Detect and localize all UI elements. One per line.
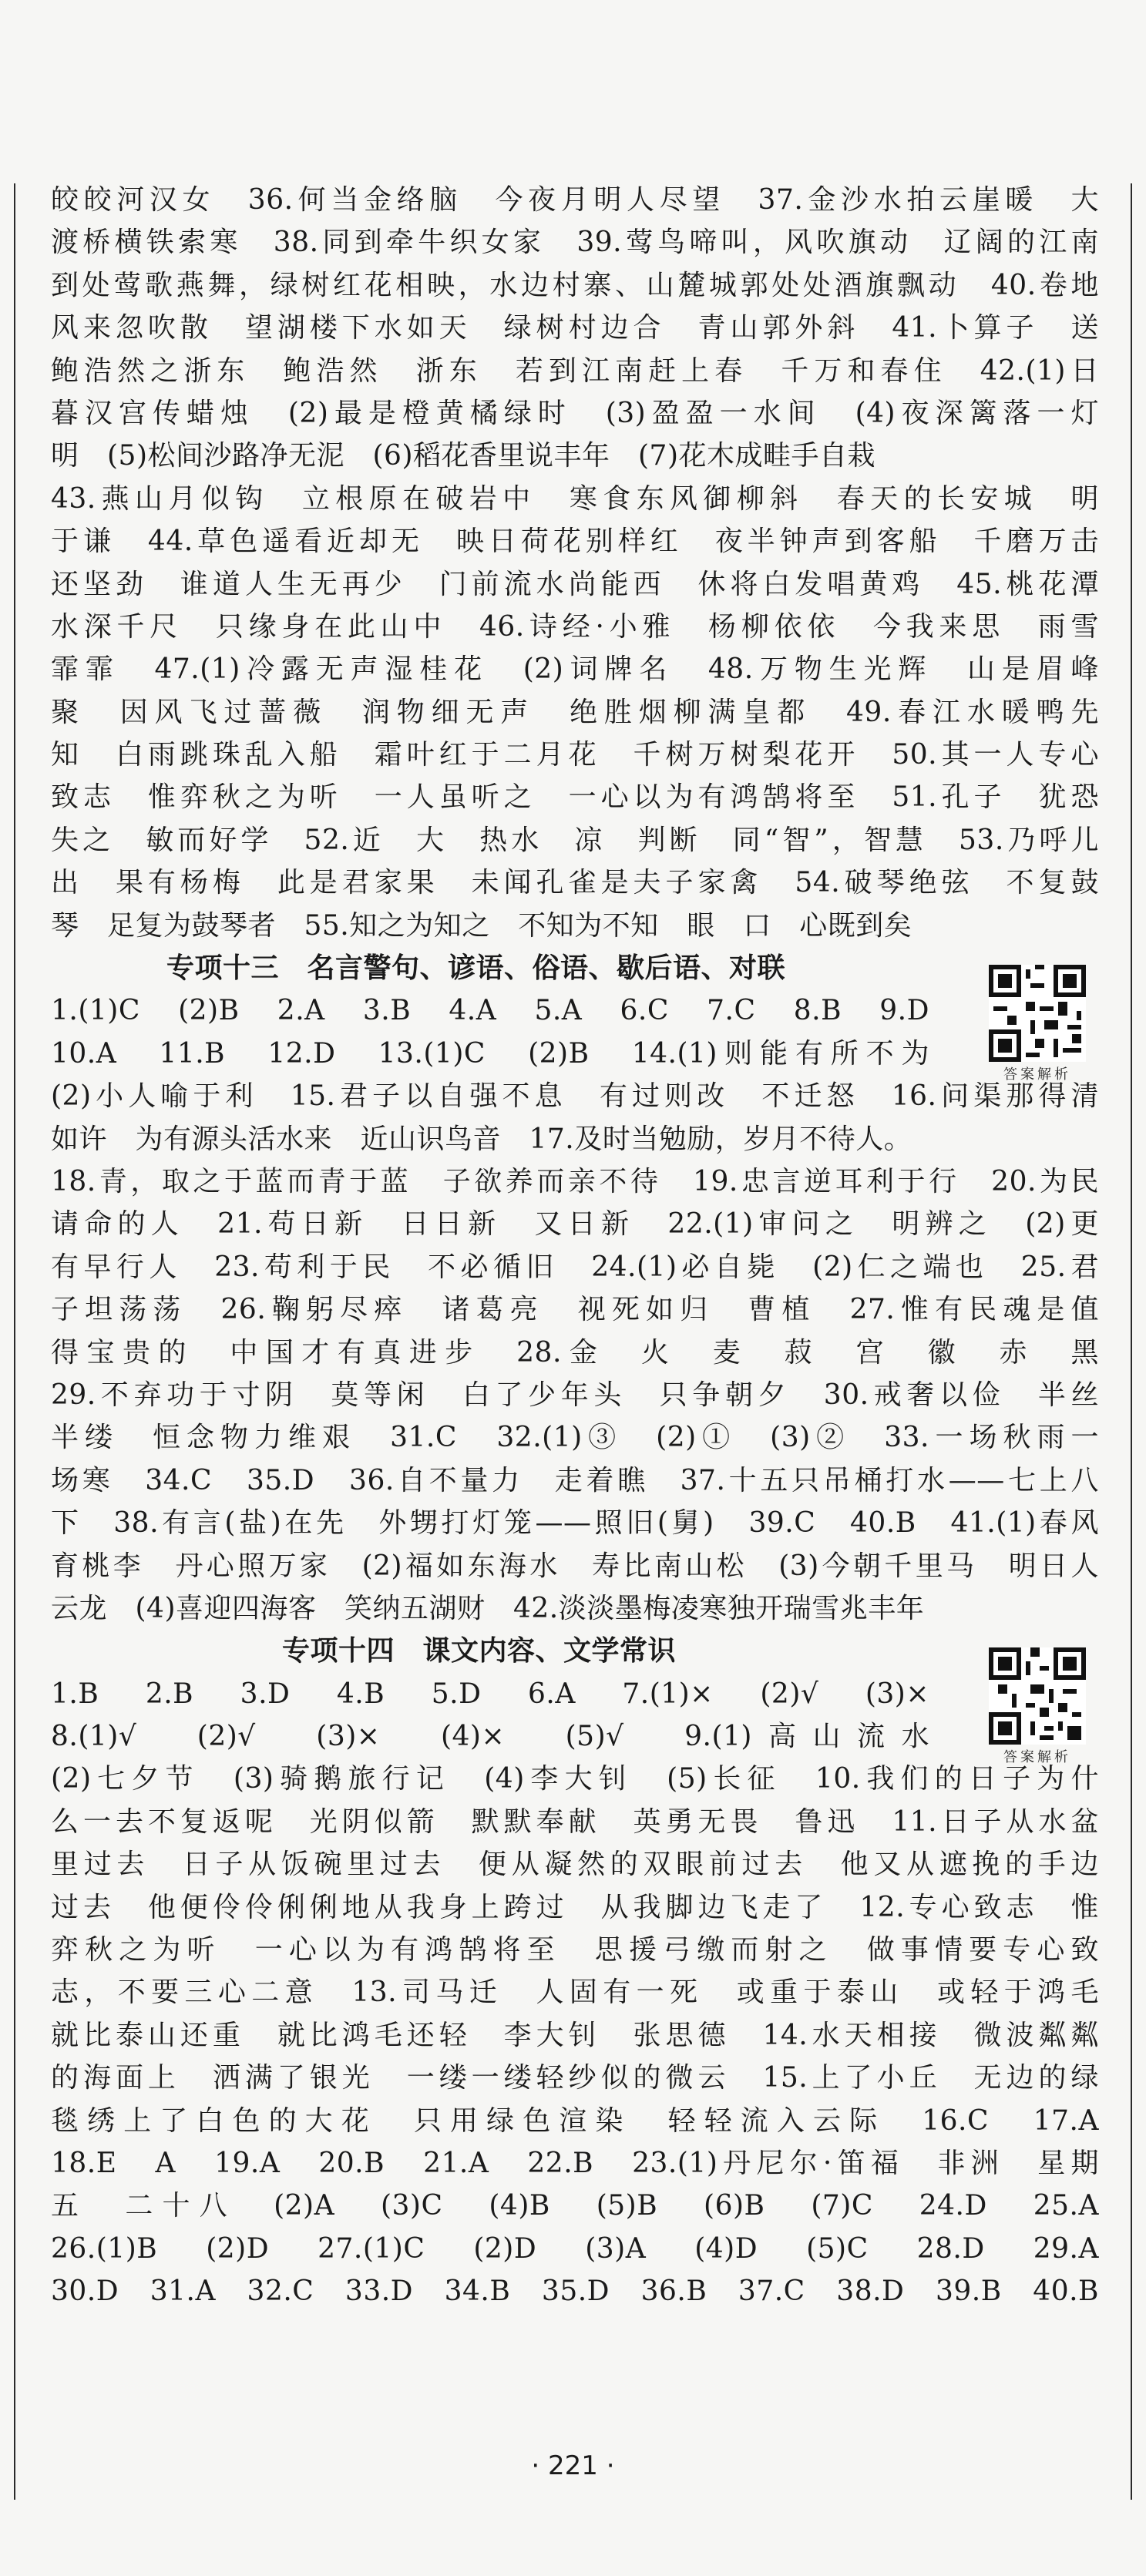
answer-line: 皎皎河汉女 36.何当金络脑 今夜月明人尽望 37.金沙水拍云崖暖 大 <box>51 184 1099 216</box>
answer-line: 水深千尺 只缘身在此山中 46.诗经·小雅 杨柳依依 今我来思 雨雪 <box>51 610 1099 643</box>
answer-line: 育桃李 丹心照万家 (2)福如东海水 寿比南山松 (3)今朝千里马 明日人 <box>51 1550 1099 1582</box>
answer-line: 1.B 2.B 3.D 4.B 5.D 6.A 7.(1)× (2)√ (3)× <box>51 1678 929 1710</box>
answer-line: 里过去 日子从饭碗里过去 便从凝然的双眼前过去 他又从遮挽的手边 <box>51 1849 1099 1881</box>
answer-line: 霏霏 47.(1)冷露无声湿桂花 (2)词牌名 48.万物生光辉 山是眉峰 <box>51 653 1099 686</box>
answers-block-poetry <box>51 179 1099 947</box>
answer-line: 于谦 44.草色遥看近却无 映日荷花别样红 夜半钟声到客船 千磨万击 <box>51 526 1099 558</box>
answer-line: 18.青，取之于蓝而青于蓝 子欲养而亲不待 19.忠言逆耳利于行 20.为民 <box>51 1165 1099 1197</box>
section-13-heading: 专项十三 名言警句、谚语、俗语、歇后语、对联 <box>166 952 786 985</box>
answer-line: 的海面上 洒满了银光 一缕一缕轻纱似的微云 15.上了小丘 无边的绿 <box>51 2062 1099 2094</box>
qr-caption: 答案解析 <box>1003 1749 1071 1765</box>
answers-block-section-13 <box>51 989 1099 1630</box>
answer-content <box>51 179 1099 2313</box>
answer-line: 明 (5)松间沙路净无泥 (6)稻花香里说丰年 (7)花木成畦手自栽 <box>51 440 875 472</box>
answer-line: 风来忽吹散 望湖楼下水如天 绿树村边合 青山郭外斜 41.卜算子 送 <box>51 312 1099 344</box>
answer-line: 出 果有杨梅 此是君家果 未闻孔雀是夫子家禽 54.破琴绝弦 不复鼓 <box>51 867 1099 899</box>
answer-line: 暮汉宫传蜡烛 (2)最是橙黄橘绿时 (3)盈盈一水间 (4)夜深篱落一灯 <box>51 397 1099 429</box>
answer-line: (2)小人喻于利 15.君子以自强不息 有过则改 不迁怒 16.问渠那得清 <box>51 1080 1099 1113</box>
answer-line: 请命的人 21.苟日新 日日新 又日新 22.(1)审问之 明辨之 (2)更 <box>51 1208 1099 1241</box>
answer-line: 29.不弃功于寸阴 莫等闲 白了少年头 只争朝夕 30.戒奢以俭 半丝 <box>51 1379 1099 1411</box>
qr-code-icon <box>983 1647 1091 1745</box>
answer-line: 么一去不复返呢 光阴似箭 默默奉献 英勇无畏 鲁迅 11.日子从水盆 <box>51 1805 1099 1838</box>
answer-line: 就比泰山还重 就比鸿毛还轻 李大钊 张思德 14.水天相接 微波粼粼 <box>51 2019 1099 2051</box>
qr-code-icon <box>983 965 1091 1062</box>
answer-line: 知 白雨跳珠乱入船 霜叶红于二月花 千树万树梨花开 50.其一人专心 <box>51 739 1099 771</box>
answers-block-section-14 <box>51 1673 1099 2313</box>
answer-line: 毯绣上了白色的大花 只用绿色渲染 轻轻流入云际 16.C 17.A <box>51 2104 1099 2137</box>
answer-line: 有早行人 23.苟利于民 不必循旧 24.(1)必自毙 (2)仁之端也 25.君 <box>51 1251 1099 1283</box>
answer-line: 琴 足复为鼓琴者 55.知之为知之 不知为不知 眼 口 心既到矣 <box>51 909 912 942</box>
answer-line: 如许 为有源头活水来 近山识鸟音 17.及时当勉励，岁月不待人。 <box>51 1123 912 1155</box>
answer-line: 场寒 34.C 35.D 36.自不量力 走着瞧 37.十五只吊桶打水——七上八 <box>51 1464 1099 1496</box>
answer-line: (2)七夕节 (3)骑鹅旅行记 (4)李大钊 (5)长征 10.我们的日子为什 <box>51 1763 1099 1795</box>
answer-line: 过去 他便伶伶俐俐地从我身上跨过 从我脚边飞走了 12.专心致志 惟 <box>51 1891 1099 1923</box>
left-margin-rule <box>14 183 15 2500</box>
answer-line: 到处莺歌燕舞，绿树红花相映，水边村寨、山麓城郭处处酒旗飘动 40.卷地 <box>51 269 1099 301</box>
answer-line: 43.燕山月似钩 立根原在破岩中 寒食东风御柳斜 春天的长安城 明 <box>51 482 1099 515</box>
answer-line: 渡桥横铁索寒 38.同到牵牛织女家 39.莺鸟啼叫，风吹旗动 辽阔的江南 <box>51 227 1099 259</box>
section-14-heading: 专项十四 课文内容、文学常识 <box>282 1635 677 1668</box>
answer-line: 五 二十八 (2)A (3)C (4)B (5)B (6)B (7)C 24.D 25.A <box>51 2190 1099 2222</box>
answer-line: 1.(1)C (2)B 2.A 3.B 4.A 5.A 6.C 7.C 8.B 9.D <box>51 995 929 1027</box>
answer-line: 失之 敏而好学 52.近 大 热水 凉 判断 同“智”，智慧 53.乃呼儿 <box>51 824 1099 856</box>
page-number: · 221 · <box>531 2450 615 2481</box>
right-margin-rule <box>1131 183 1132 2500</box>
answer-line: 弈秋之为听 一心以为有鸿鹄将至 思援弓缴而射之 做事情要专心致 <box>51 1934 1099 1966</box>
answer-line: 10.A 11.B 12.D 13.(1)C (2)B 14.(1)则能有所不为 <box>51 1037 929 1070</box>
answer-line: 子坦荡荡 26.鞠躬尽瘁 诸葛亮 视死如归 曹植 27.惟有民魂是值 <box>51 1294 1099 1326</box>
answer-line: 下 38.有言(盐)在先 外甥打灯笼——照旧(舅) 39.C 40.B 41.(1)春风 <box>51 1507 1099 1540</box>
qr-code-section-14[interactable] <box>983 1647 1091 1763</box>
answer-line: 30.D 31.A 32.C 33.D 34.B 35.D 36.B 37.C 38.D 39.B 40.B <box>51 2275 1099 2308</box>
answer-line: 云龙 (4)喜迎四海客 笑纳五湖财 42.淡淡墨梅凌寒独开瑞雪兆丰年 <box>51 1592 925 1624</box>
answer-line: 8.(1)√ (2)√ (3)× (4)× (5)√ 9.(1)高山流水 <box>51 1721 929 1753</box>
qr-code-section-13[interactable] <box>983 965 1091 1083</box>
answer-line: 志，不要三心二意 13.司马迁 人固有一死 或重于泰山 或轻于鸿毛 <box>51 1977 1099 2009</box>
answer-line: 得宝贵的 中国才有真进步 28.金 火 麦 菽 宫 徽 赤 黑 <box>51 1336 1099 1369</box>
answer-line: 鲍浩然之浙东 鲍浩然 浙东 若到江南赶上春 千万和春住 42.(1)日 <box>51 354 1099 387</box>
answer-line: 还坚劲 谁道人生无再少 门前流水尚能西 休将白发唱黄鸡 45.桃花潭 <box>51 568 1099 600</box>
answer-line: 致志 惟弈秋之为听 一人虽听之 一心以为有鸿鹄将至 51.孔子 犹恐 <box>51 781 1099 814</box>
answer-line: 聚 因风飞过蔷薇 润物细无声 绝胜烟柳满皇都 49.春江水暖鸭先 <box>51 696 1099 728</box>
answer-line: 26.(1)B (2)D 27.(1)C (2)D (3)A (4)D (5)C 28.D 29.A <box>51 2232 1099 2265</box>
answer-line: 半缕 恒念物力维艰 31.C 32.(1)③ (2)① (3)② 33.一场秋雨一 <box>51 1422 1099 1454</box>
qr-caption: 答案解析 <box>1003 1066 1071 1083</box>
answer-line: 18.E A 19.A 20.B 21.A 22.B 23.(1)丹尼尔·笛福 非洲 星期 <box>51 2147 1099 2179</box>
